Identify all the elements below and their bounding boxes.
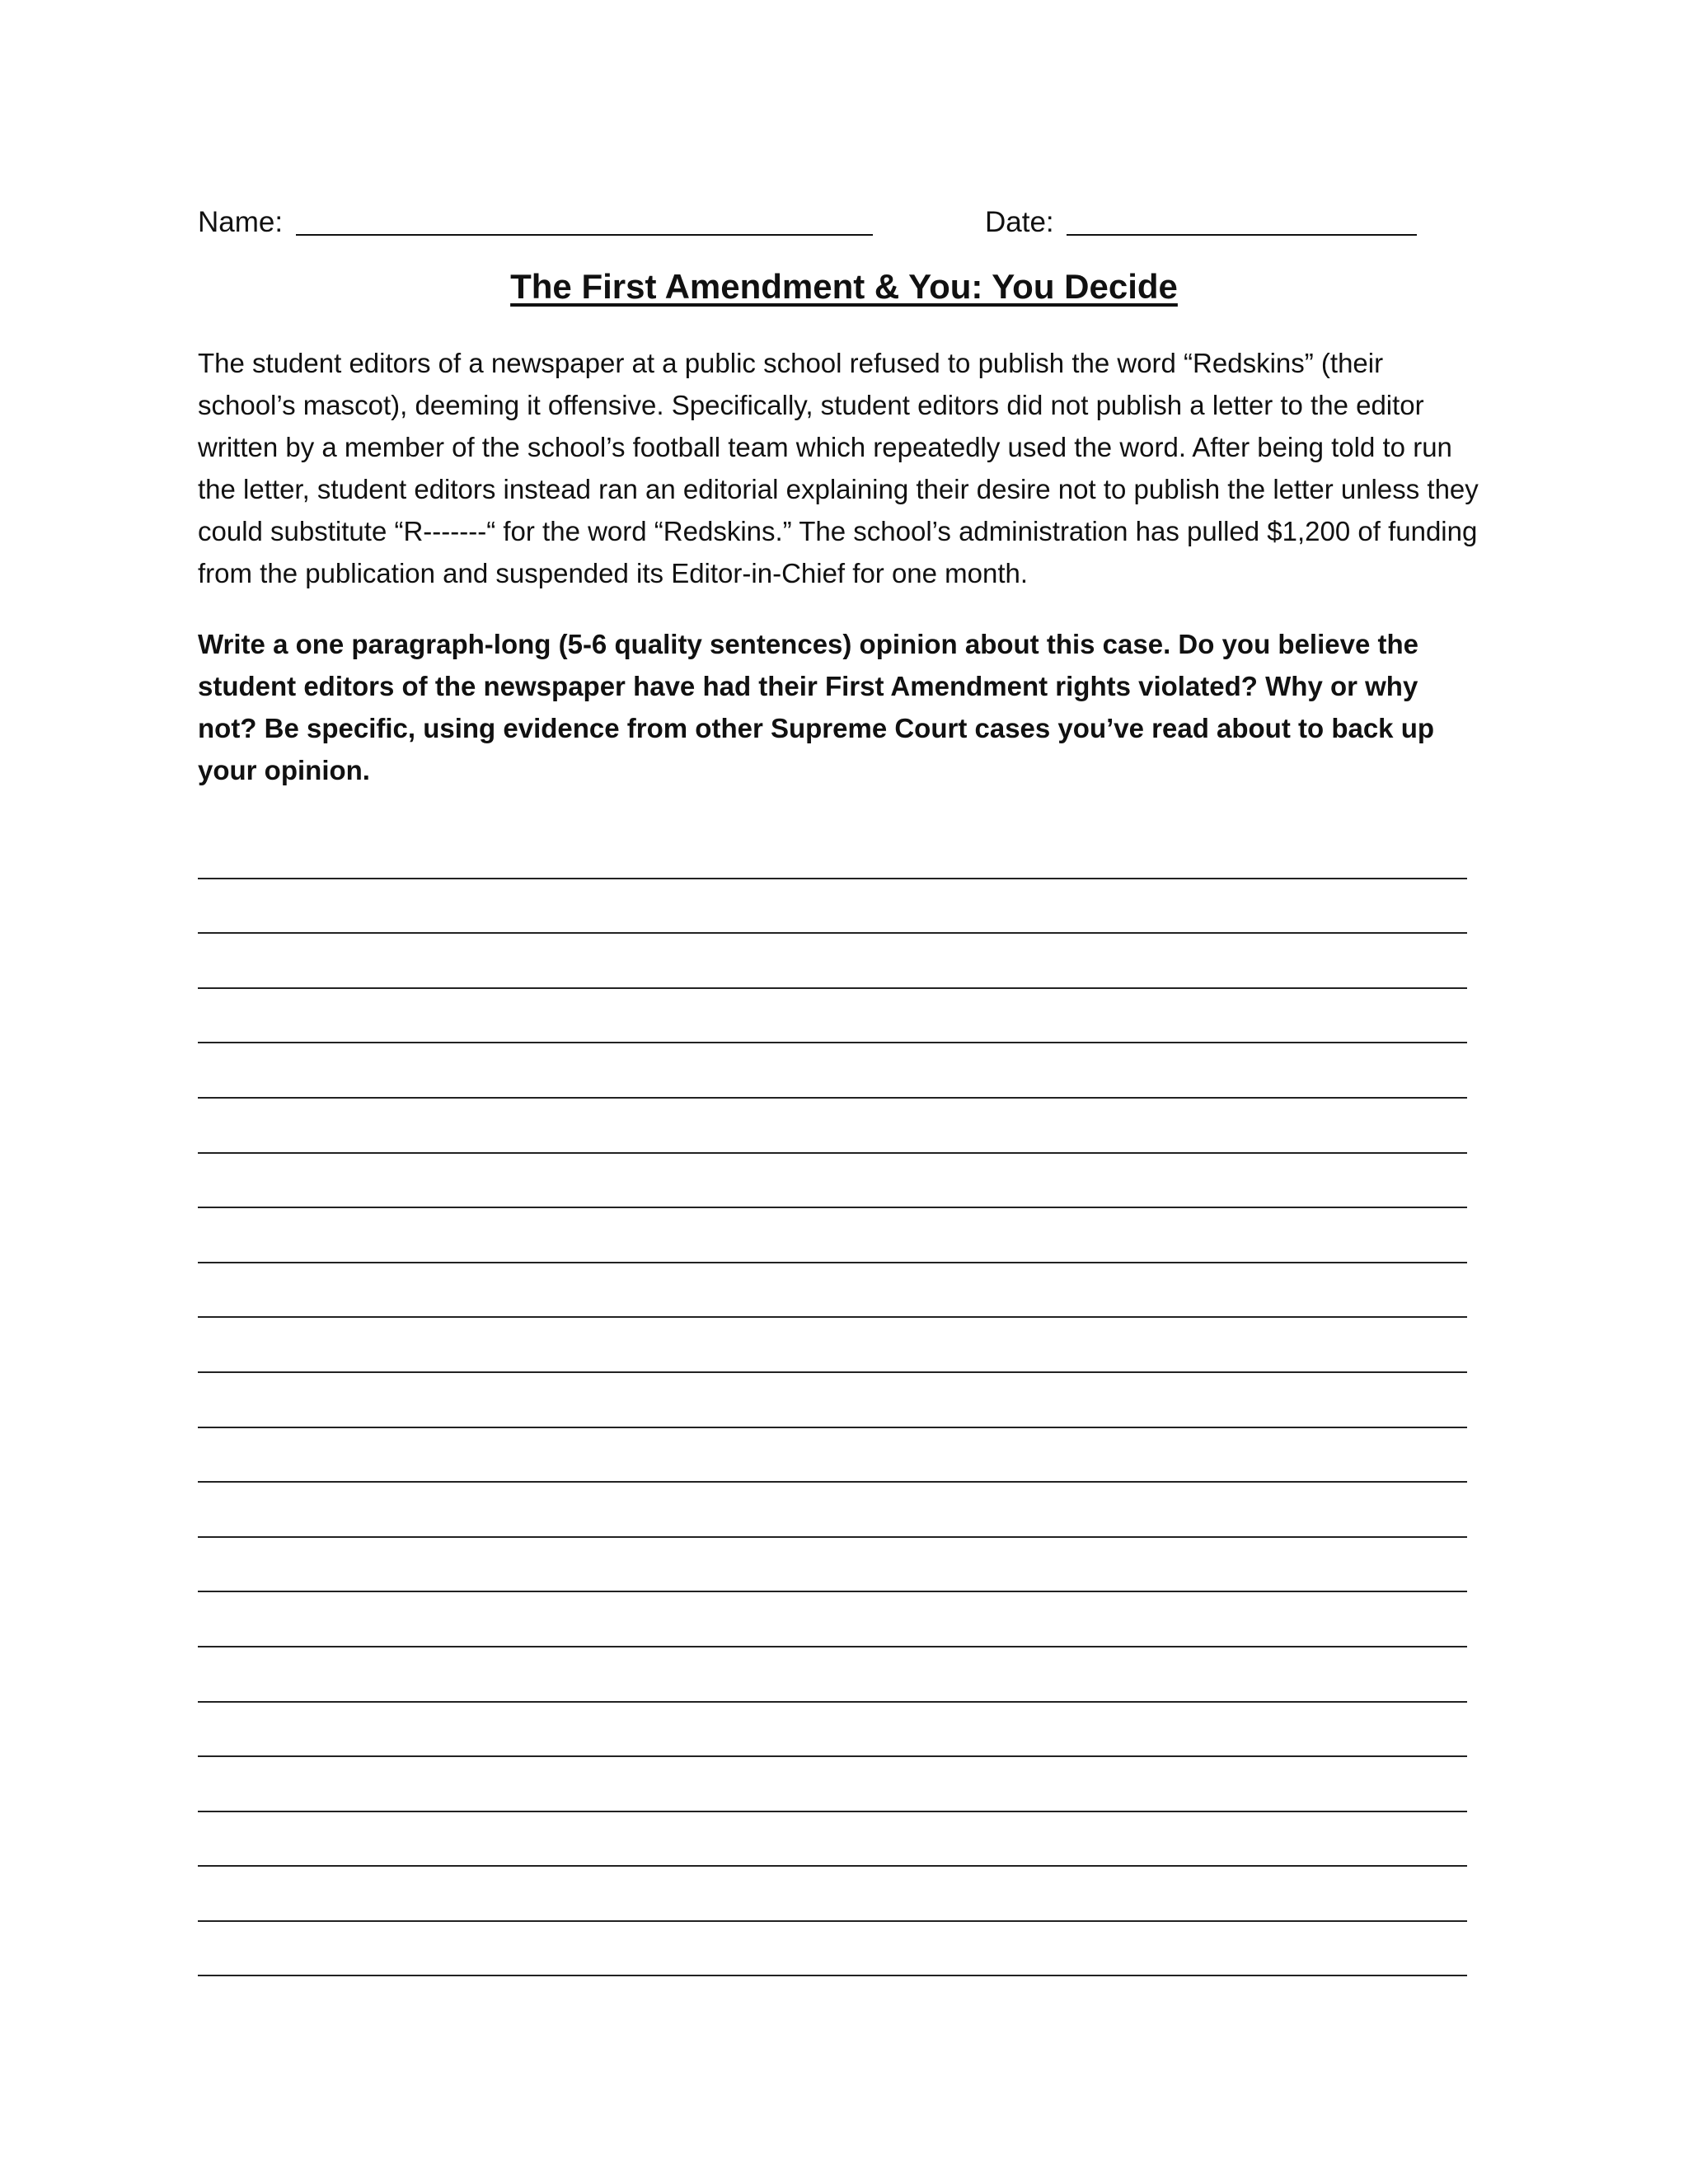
date-label: Date: (985, 206, 1062, 238)
answer-line[interactable] (198, 1318, 1467, 1373)
answer-line[interactable] (198, 934, 1467, 989)
answer-line[interactable] (198, 1428, 1467, 1483)
answer-line[interactable] (198, 1812, 1467, 1868)
date-field[interactable] (985, 198, 1417, 239)
name-field[interactable] (198, 198, 873, 239)
answer-line[interactable] (198, 1867, 1467, 1922)
header-row (198, 198, 1467, 239)
answer-line[interactable] (198, 1922, 1467, 1977)
case-description: The student editors of a newspaper at a public school refused to publish the word “Redskins” (their school’s mascot), deeming it offensive. Specifically, student editors did not publish a letter to the editor written by a member of the school’s football team which repeatedly used the word. After being told to run the letter, student editors instead ran an editorial explaining their desire not to publish the letter unless they could substitute “R-------“ for the word “Redskins.” The school’s administration has pulled $1,200 of funding from the publication and suspended its Editor-in-Chief for one month. (198, 348, 1479, 588)
answer-line[interactable] (198, 1208, 1467, 1263)
answer-lines[interactable] (198, 824, 1467, 1976)
answer-line[interactable] (198, 1373, 1467, 1428)
answer-line[interactable] (198, 989, 1467, 1044)
answer-line[interactable] (198, 1043, 1467, 1099)
date-blank-line[interactable] (1067, 204, 1417, 236)
name-label: Name: (198, 206, 291, 238)
writing-prompt: Write a one paragraph-long (5-6 quality sentences) opinion about this case. Do you believe the student editors of the newspaper have had their First Amendment rights violated? Why or why not? Be specific, using evidence from other Supreme Court cases you’ve read about to back up your opinion. (198, 629, 1435, 785)
answer-line[interactable] (198, 1647, 1467, 1703)
answer-line[interactable] (198, 1483, 1467, 1538)
answer-line[interactable] (198, 879, 1467, 935)
worksheet-title: The First Amendment & You: You Decide (510, 267, 1178, 306)
answer-line[interactable] (198, 1757, 1467, 1812)
answer-line[interactable] (198, 1099, 1467, 1154)
answer-line[interactable] (198, 1703, 1467, 1758)
name-blank-line[interactable] (296, 204, 873, 236)
answer-line[interactable] (198, 1263, 1467, 1319)
answer-line[interactable] (198, 1592, 1467, 1647)
answer-line[interactable] (198, 1538, 1467, 1593)
answer-line[interactable] (198, 1154, 1467, 1209)
answer-line[interactable] (198, 824, 1467, 879)
